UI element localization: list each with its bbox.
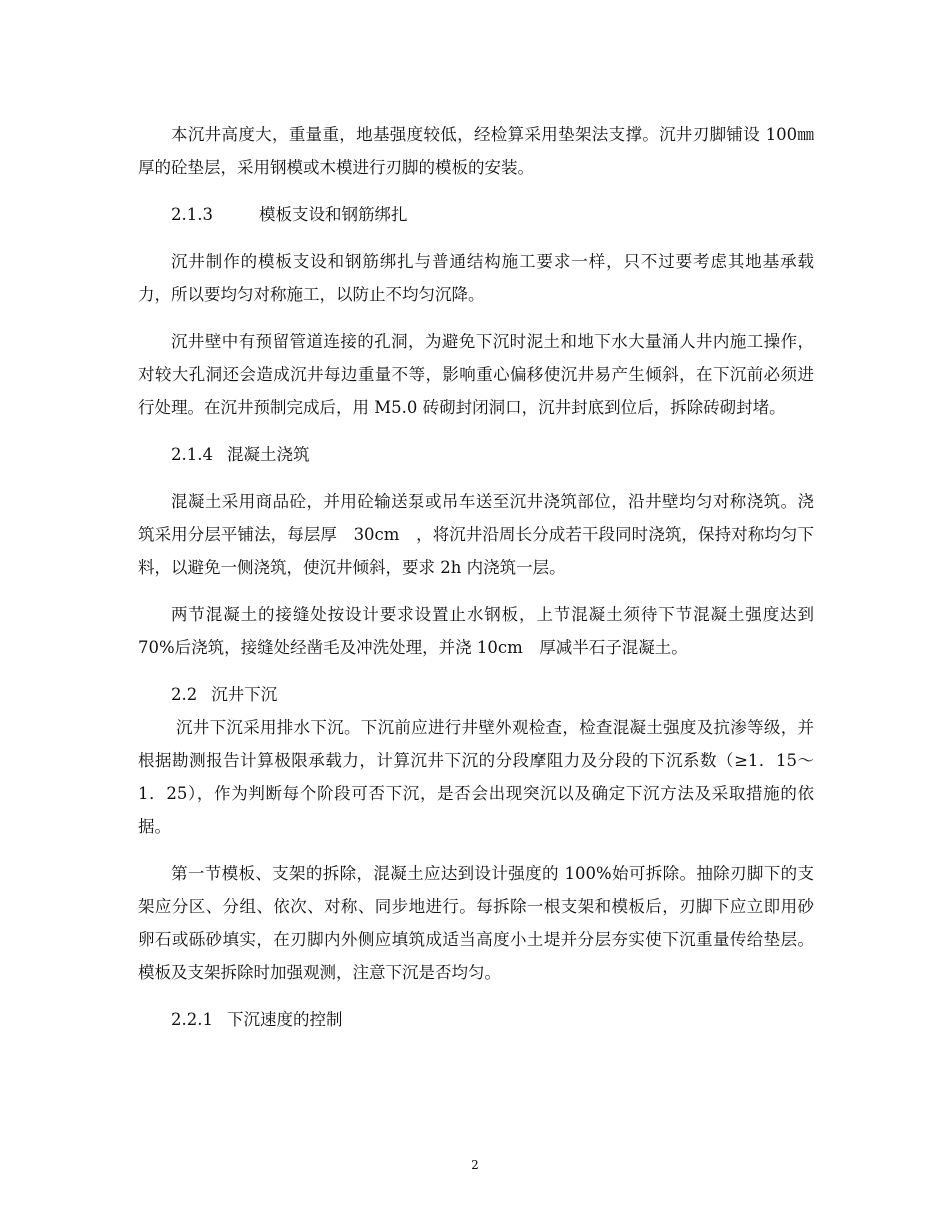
paragraph-concrete-pouring: 混凝土采用商品砼，并用砼输送泵或吊车送至沉井浇筑部位，沿井壁均匀对称浇筑。浇筑采用分层平铺法，每层厚 30cm ，将沉井沿周长分成若干段同时浇筑，保持对称均匀下料，以避免一侧浇筑，使沉井倾斜，要求 2h 内浇筑一层。 xyxy=(138,492,814,577)
page-number: 2 xyxy=(471,1158,479,1172)
paragraph-support: 本沉井高度大，重量重，地基强度较低，经检算采用垫架法支撑。沉井刃脚铺设 100㎜ 厚的砼垫层，采用钢模或木模进行刃脚的模板的安装。 xyxy=(138,125,814,177)
paragraph-joints: 两节混凝土的接缝处按设计要求设置止水钢板，上节混凝土须待下节混凝土强度达到 70%后浇筑，接缝处经凿毛及冲洗处理，并浇 10cm 厚减半石子混凝土。 xyxy=(138,605,831,657)
section-heading-2-1-4 xyxy=(138,438,814,471)
paragraph-removal: 第一节模板、支架的拆除，混凝土应达到设计强度的 100%始可拆除。抽除刃脚下的支架应分区、分组、依次、对称、同步地进行。每拆除一根支架和模板后，刃脚下应立即用砂卵石或砾砂填实，在刃脚内外侧应填筑成适当高度小土堤并分层夯实使下沉重量传给垫层。模板及支架拆除时加强观测，注意下沉是否均匀。 xyxy=(138,864,814,982)
section-number: 2.1.4 xyxy=(171,445,213,464)
paragraph-sinking: 沉井下沉采用排水下沉。下沉前应进行井壁外观检查，检查混凝土强度及抗渗等级，并根据勘测报告计算极限承载力，计算沉井下沉的分段摩阻力及分段的下沉系数（≥1．15～1．25），作为判断每个阶段可否下沉，是否会出现突沉以及确定下沉方法及采取措施的依据。 xyxy=(138,718,814,836)
section-number: 2.2 xyxy=(171,685,198,704)
section-title: 混凝土浇筑 xyxy=(226,445,310,464)
section-number: 2.1.3 xyxy=(171,205,213,224)
section-heading-2-1-3 xyxy=(138,198,814,231)
paragraph-formwork: 沉井制作的模板支设和钢筋绑扎与普通结构施工要求一样，只不过要考虑其地基承载力，所以要均匀对称施工，以防止不均匀沉降。 xyxy=(138,252,814,304)
section-heading-2-2 xyxy=(138,678,814,711)
section-title: 模板支设和钢筋绑扎 xyxy=(258,205,408,224)
section-title: 沉井下沉 xyxy=(211,685,278,704)
section-heading-2-2-1 xyxy=(138,1003,814,1036)
section-title: 下沉速度的控制 xyxy=(226,1010,343,1029)
section-number: 2.2.1 xyxy=(171,1010,213,1029)
paragraph-openings: 沉井壁中有预留管道连接的孔洞，为避免下沉时泥土和地下水大量涌人井内施工操作，对较大孔洞还会造成沉井每边重量不等，影响重心偏移使沉井易产生倾斜，在下沉前必须进行处理。在沉井预制完成后，用 M5.0 砖砌封闭洞口，沉井封底到位后，拆除砖砌封堵。 xyxy=(138,332,814,417)
page-body xyxy=(138,118,831,1050)
